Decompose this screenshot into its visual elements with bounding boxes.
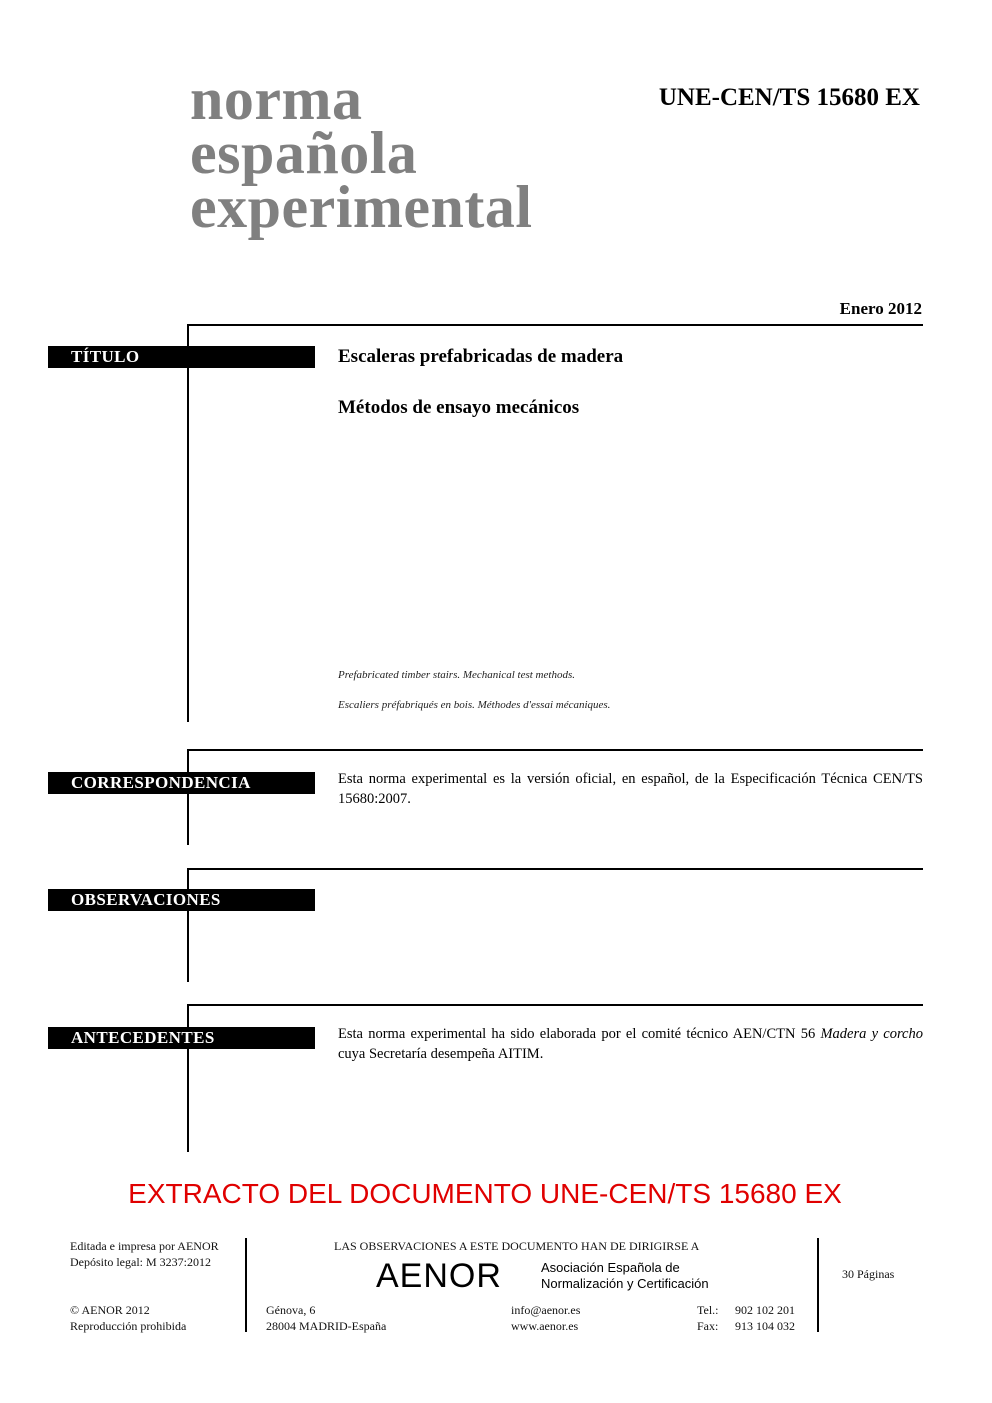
footer-fax-label: Fax: <box>697 1319 719 1333</box>
footer-divider-right <box>817 1238 819 1332</box>
antecedentes-text <box>338 1024 923 1064</box>
footer-reproduction: Reproducción prohibida <box>70 1319 187 1333</box>
aenor-name-line-1: Asociación Española de <box>541 1260 680 1275</box>
footer-deposit: Depósito legal: M 3237:2012 <box>70 1255 211 1269</box>
title-line-2: española <box>190 120 418 186</box>
footer-observations-notice: LAS OBSERVACIONES A ESTE DOCUMENTO HAN DE DIRIGIRSE A <box>334 1239 700 1253</box>
footer-fax: 913 104 032 <box>735 1319 795 1333</box>
section-rule-observaciones <box>187 868 189 982</box>
footer-tel-label: Tel.: <box>697 1303 719 1317</box>
correspondencia-text: Esta norma experimental es la versión oficial, en español, de la Especificación Técnica CEN/TS 15680:2007. <box>338 771 923 807</box>
standard-code: UNE-CEN/TS 15680 EX <box>658 84 920 111</box>
section-rule-titulo <box>187 324 189 722</box>
antecedentes-text-start: Esta norma experimental ha sido elaborada por el comité técnico AEN/CTN 56 <box>338 1026 821 1042</box>
section-label-antecedentes: ANTECEDENTES <box>48 1027 315 1049</box>
footer-copyright: © AENOR 2012 <box>70 1303 150 1317</box>
aenor-logo-text: AENOR <box>376 1257 502 1295</box>
extract-notice: EXTRACTO DEL DOCUMENTO UNE-CEN/TS 15680 EX <box>128 1178 842 1209</box>
footer-divider-left <box>245 1238 247 1332</box>
section-label-observaciones: OBSERVACIONES <box>48 889 315 911</box>
aenor-full-name <box>541 1260 709 1292</box>
page-count: 30 Páginas <box>842 1267 895 1281</box>
committee-name: Madera y corcho <box>820 1026 923 1042</box>
footer-street: Génova, 6 <box>266 1303 316 1317</box>
section-label-correspondencia: CORRESPONDENCIA <box>48 772 315 794</box>
spanish-subtitle: Métodos de ensayo mecánicos <box>338 397 580 418</box>
footer-web: www.aenor.es <box>511 1319 579 1333</box>
section-label-titulo: TÍTULO <box>48 346 315 368</box>
antecedentes-text-end: cuya Secretaría desempeña AITIM. <box>338 1046 544 1062</box>
title-line-1: norma <box>190 66 363 132</box>
section-divider-antecedentes <box>187 1004 923 1006</box>
section-divider-titulo <box>187 324 923 326</box>
document-type-title <box>190 66 533 240</box>
footer-city: 28004 MADRID-España <box>266 1319 387 1333</box>
footer-email: info@aenor.es <box>511 1303 581 1317</box>
english-title: Prefabricated timber stairs. Mechanical test methods. <box>338 669 575 681</box>
spanish-title: Escaleras prefabricadas de madera <box>338 346 624 367</box>
section-rule-correspondencia <box>187 749 189 845</box>
footer-tel: 902 102 201 <box>735 1303 795 1317</box>
french-title: Escaliers préfabriqués en bois. Méthodes d'essai mécaniques. <box>338 699 611 711</box>
title-line-3: experimental <box>190 174 533 240</box>
aenor-name-line-2: Normalización y Certificación <box>541 1276 709 1291</box>
section-divider-observaciones <box>187 868 923 870</box>
footer-edited: Editada e impresa por AENOR <box>70 1239 219 1253</box>
section-divider-correspondencia <box>187 749 923 751</box>
publication-date: Enero 2012 <box>839 299 922 318</box>
